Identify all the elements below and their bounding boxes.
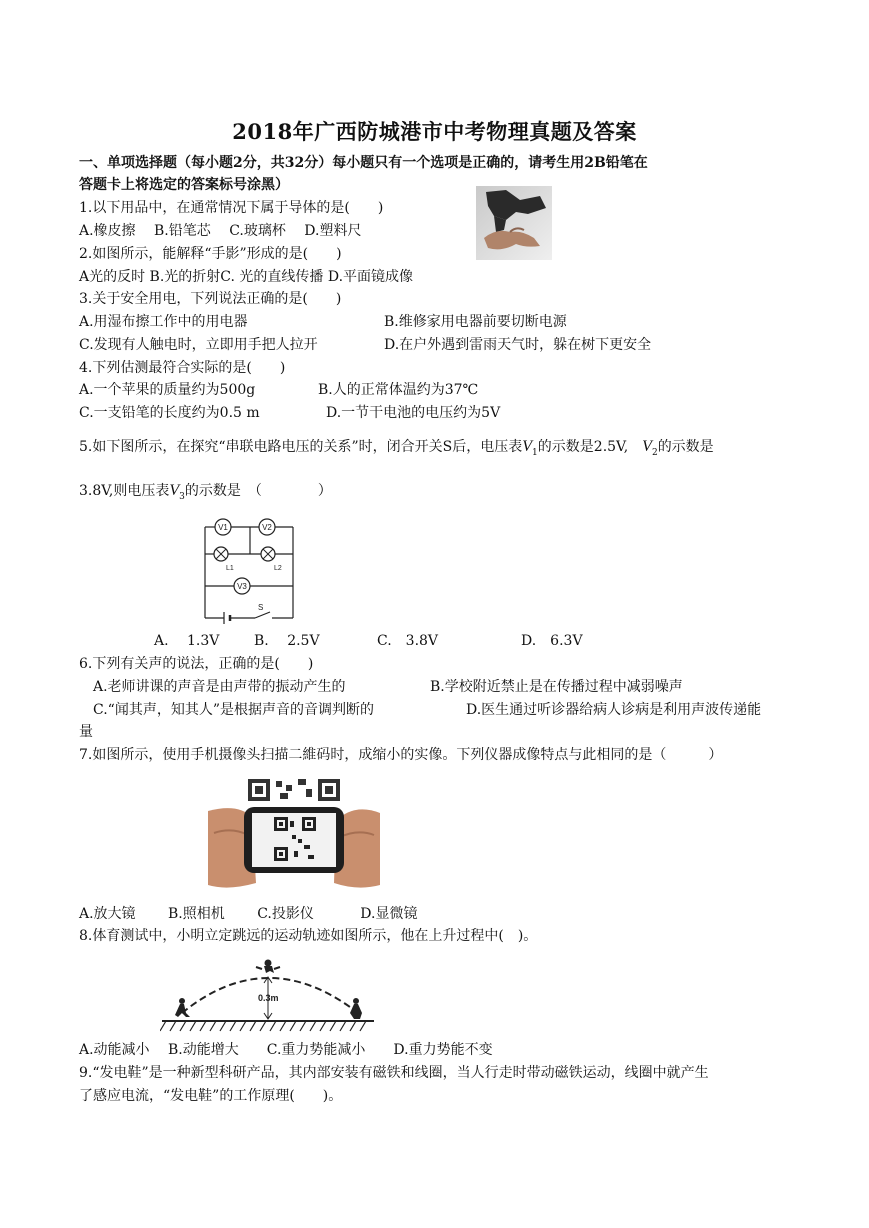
section-heading: 一、单项选择题（每小题2分，共32分）每小题只有一个选项是正确的，请考生用2B铅笔在 (79, 155, 648, 171)
q2-options: A光的反时 B.光的折射C. 光的直线传播 D.平面镜成像 (79, 269, 414, 285)
q5-stem-a: 5.如下图所示，在探究“串联电路电压的关系”时，闭合开关S后，电压表 (79, 439, 523, 455)
q4-option-c: C.一支铅笔的长度约为0.5 m (79, 405, 260, 421)
q5-option-c: C. 3.8V (377, 633, 439, 649)
q7-stem: 7.如图所示，使用手机摄像头扫描二維码时，成缩小的实像。下列仪器成像特点与此相同的是（ ） (79, 747, 723, 763)
q5-stem2-a: 3.8V,则电压表 (79, 483, 170, 499)
q6-option-c: C.“闻其声，知其人”是根据声音的音调判断的 (93, 702, 374, 718)
meter-v3-label: V3 (237, 582, 247, 591)
q1-options: A.橡皮擦 B.铅笔芯 C.玻璃杯 D.塑料尺 (79, 223, 362, 239)
q4-stem: 4.下列估测最符合实际的是( ) (79, 360, 286, 376)
circuit-diagram (200, 512, 300, 624)
q5-v3-subscript: 3 (179, 491, 185, 502)
q3-stem: 3.关于安全用电，下列说法正确的是( ) (79, 291, 342, 307)
q8-options: A.动能减小 B.动能增大 C.重力势能减小 D.重力势能不变 (79, 1042, 493, 1058)
q6-stem: 6.下列有关声的说法，正确的是( ) (79, 656, 314, 672)
q6-option-b: B.学校附近禁止是在传播过程中减弱噪声 (430, 679, 683, 695)
lamp-l1-label: L1 (226, 565, 234, 572)
q5-option-b: B. 2.5V (254, 633, 320, 649)
q6-option-d: D.医生通过听诊器给病人诊病是利用声波传递能 (466, 702, 762, 718)
q5-v1-symbol: V (522, 438, 533, 455)
q5-stem (79, 438, 714, 462)
meter-v1-label: V1 (218, 523, 228, 532)
q5-v2-symbol: V (642, 438, 652, 455)
q8-stem: 8.体育测试中，小明立定跳远的运动轨迹如图所示，他在上升过程中( )。 (79, 928, 538, 944)
q5-v2-subscript: 2 (651, 447, 658, 458)
q5-stem-c: 的示数是 (657, 439, 714, 455)
q5-option-d: D. 6.3V (521, 633, 583, 649)
q5-stem-line2 (79, 482, 332, 506)
q4-option-d: D.一节干电池的电压约为5V (326, 405, 501, 421)
q3-option-d: D.在户外遇到雷雨天气时，躲在树下更安全 (384, 337, 652, 353)
q9-stem-cont: 了感应电流，“发电鞋”的工作原理( )。 (79, 1088, 343, 1104)
q4-option-b: B.人的正常体温约为37℃ (318, 382, 479, 398)
q1-stem: 1.以下用品中，在通常情况下属于导体的是( ) (79, 200, 384, 216)
q5-option-a: A. 1.3V (154, 633, 220, 649)
meter-v2-label: V2 (262, 523, 272, 532)
q7-options: A.放大镜 B.照相机 C.投影仪 D.显微镜 (79, 906, 418, 922)
q6-option-a: A.老师讲课的声音是由声带的振动产生的 (93, 679, 346, 695)
q9-stem: 9.“发电鞋”是一种新型科研产品，其内部安装有磁铁和线圈，当人行走时带动磁铁运动，线圈中就产生 (79, 1065, 709, 1081)
q4-option-a: A.一个苹果的质量约为500g (79, 382, 256, 398)
q5-v1-subscript: 1 (532, 447, 538, 458)
page-title: 2018年广西防城港市中考物理真题及答案 (232, 119, 637, 144)
lamp-l2-label: L2 (274, 565, 282, 572)
q3-option-c: C.发现有人触电时，立即用手把人拉开 (79, 337, 318, 353)
q6-option-d-cont: 量 (79, 724, 93, 740)
switch-label: S (258, 603, 264, 612)
q5-stem-b: 的示数是2.5V, (537, 439, 643, 455)
section-heading-cont: 答题卡上将选定的答案标号涂黑） (79, 177, 289, 193)
height-label: 0.3m (258, 993, 279, 1003)
q5-stem2-b: 的示数是 （ ） (184, 483, 332, 499)
q3-option-a: A.用湿布擦工作中的用电器 (79, 314, 248, 330)
q5-v3-symbol: V (169, 482, 180, 499)
long-jump-diagram (160, 955, 376, 1033)
q3-option-b: B.维修家用电器前要切断电源 (384, 314, 567, 330)
qr-scan-image (208, 773, 380, 891)
hand-shadow-image (476, 186, 552, 260)
q2-stem: 2.如图所示，能解释“手影”形成的是( ) (79, 246, 342, 262)
